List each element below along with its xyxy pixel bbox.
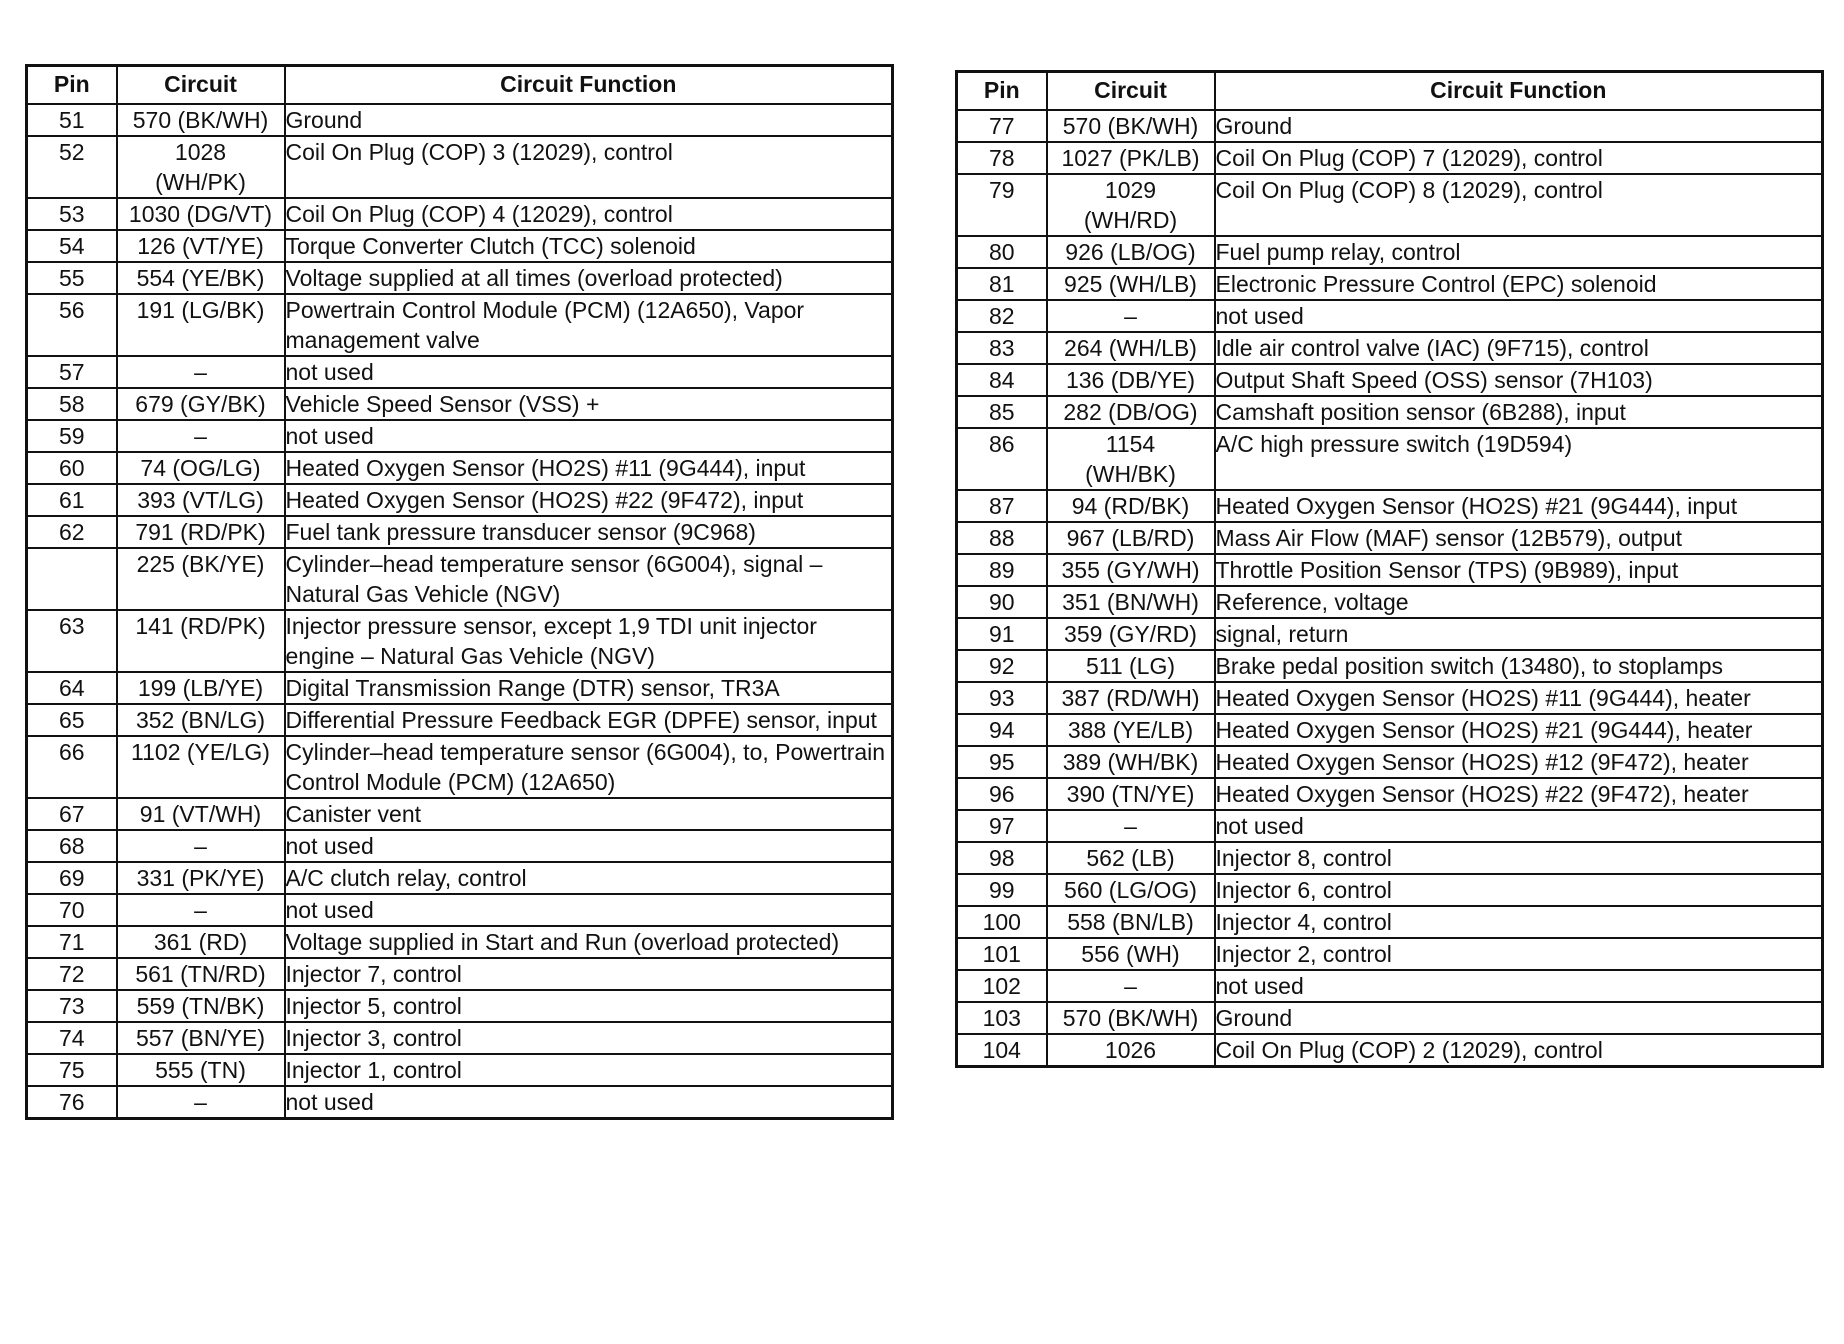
table-row	[27, 830, 893, 862]
pin-cell: 70	[27, 894, 117, 926]
pin-cell: 52	[27, 136, 117, 198]
function-cell: Brake pedal position switch (13480), to stoplamps	[1215, 650, 1823, 682]
circuit-cell: 355 (GY/WH)	[1047, 554, 1215, 586]
table-row	[27, 198, 893, 230]
pin-table-right	[955, 70, 1824, 1068]
function-cell: Coil On Plug (COP) 4 (12029), control	[285, 198, 893, 230]
function-cell: Heated Oxygen Sensor (HO2S) #22 (9F472), input	[285, 484, 893, 516]
circuit-cell: 561 (TN/RD)	[117, 958, 285, 990]
table-row	[957, 268, 1823, 300]
pin-cell: 75	[27, 1054, 117, 1086]
pin-cell: 51	[27, 104, 117, 136]
function-cell: Injector 2, control	[1215, 938, 1823, 970]
pin-cell: 97	[957, 810, 1047, 842]
function-cell: Idle air control valve (IAC) (9F715), control	[1215, 332, 1823, 364]
function-cell: not used	[285, 830, 893, 862]
circuit-cell: 926 (LB/OG)	[1047, 236, 1215, 268]
circuit-cell: –	[117, 356, 285, 388]
circuit-cell: 136 (DB/YE)	[1047, 364, 1215, 396]
pin-cell: 89	[957, 554, 1047, 586]
table-row	[957, 174, 1823, 236]
table-row	[957, 554, 1823, 586]
circuit-cell: 352 (BN/LG)	[117, 704, 285, 736]
circuit-cell: 560 (LG/OG)	[1047, 874, 1215, 906]
circuit-header: Circuit	[1047, 72, 1215, 110]
table-row	[27, 516, 893, 548]
pin-cell: 88	[957, 522, 1047, 554]
table-row	[27, 926, 893, 958]
circuit-cell: 925 (WH/LB)	[1047, 268, 1215, 300]
function-cell: Torque Converter Clutch (TCC) solenoid	[285, 230, 893, 262]
function-cell: Cylinder–head temperature sensor (6G004), signal – Natural Gas Vehicle (NGV)	[285, 548, 893, 610]
function-cell: Heated Oxygen Sensor (HO2S) #21 (9G444), heater	[1215, 714, 1823, 746]
function-cell: Output Shaft Speed (OSS) sensor (7H103)	[1215, 364, 1823, 396]
table-row	[957, 396, 1823, 428]
table-row	[957, 650, 1823, 682]
circuit-cell: 1154 (WH/BK)	[1047, 428, 1215, 490]
table-row	[27, 104, 893, 136]
pin-cell: 83	[957, 332, 1047, 364]
header-row	[27, 66, 893, 104]
function-cell: not used	[1215, 300, 1823, 332]
table-row	[957, 522, 1823, 554]
pin-cell: 86	[957, 428, 1047, 490]
circuit-cell: 570 (BK/WH)	[117, 104, 285, 136]
table-row	[27, 420, 893, 452]
circuit-cell: –	[117, 894, 285, 926]
pin-cell: 59	[27, 420, 117, 452]
table-row	[27, 452, 893, 484]
pin-cell: 84	[957, 364, 1047, 396]
function-cell: Coil On Plug (COP) 8 (12029), control	[1215, 174, 1823, 236]
pin-cell: 85	[957, 396, 1047, 428]
circuit-cell: –	[1047, 300, 1215, 332]
pin-cell: 65	[27, 704, 117, 736]
pin-cell: 66	[27, 736, 117, 798]
pin-cell: 69	[27, 862, 117, 894]
pin-cell: 104	[957, 1034, 1047, 1067]
pin-cell: 77	[957, 110, 1047, 142]
circuit-cell: 191 (LG/BK)	[117, 294, 285, 356]
circuit-cell: 1029 (WH/RD)	[1047, 174, 1215, 236]
table-row	[957, 938, 1823, 970]
table-row	[957, 778, 1823, 810]
pin-cell: 68	[27, 830, 117, 862]
table-row	[27, 862, 893, 894]
table-row	[957, 842, 1823, 874]
function-cell: Heated Oxygen Sensor (HO2S) #22 (9F472), heater	[1215, 778, 1823, 810]
function-cell: Heated Oxygen Sensor (HO2S) #11 (9G444), input	[285, 452, 893, 484]
pin-cell: 81	[957, 268, 1047, 300]
pin-cell: 67	[27, 798, 117, 830]
function-cell: not used	[285, 420, 893, 452]
circuit-cell: 225 (BK/YE)	[117, 548, 285, 610]
circuit-cell: 556 (WH)	[1047, 938, 1215, 970]
pin-cell: 61	[27, 484, 117, 516]
function-cell: Coil On Plug (COP) 2 (12029), control	[1215, 1034, 1823, 1067]
pin-cell: 90	[957, 586, 1047, 618]
pin-cell	[27, 548, 117, 610]
circuit-cell: 558 (BN/LB)	[1047, 906, 1215, 938]
function-cell: Ground	[1215, 1002, 1823, 1034]
circuit-cell: 967 (LB/RD)	[1047, 522, 1215, 554]
circuit-cell: 282 (DB/OG)	[1047, 396, 1215, 428]
circuit-cell: –	[1047, 970, 1215, 1002]
table-row	[957, 142, 1823, 174]
pin-cell: 73	[27, 990, 117, 1022]
circuit-cell: 390 (TN/YE)	[1047, 778, 1215, 810]
pin-cell: 63	[27, 610, 117, 672]
pin-cell: 96	[957, 778, 1047, 810]
circuit-cell: 555 (TN)	[117, 1054, 285, 1086]
function-cell: Heated Oxygen Sensor (HO2S) #11 (9G444), heater	[1215, 682, 1823, 714]
table-row	[957, 810, 1823, 842]
function-cell: Vehicle Speed Sensor (VSS) +	[285, 388, 893, 420]
table-row	[27, 1086, 893, 1119]
table-row	[27, 356, 893, 388]
circuit-cell: 199 (LB/YE)	[117, 672, 285, 704]
table-row	[27, 548, 893, 610]
circuit-cell: 554 (YE/BK)	[117, 262, 285, 294]
function-cell: Camshaft position sensor (6B288), input	[1215, 396, 1823, 428]
pin-cell: 93	[957, 682, 1047, 714]
pin-cell: 57	[27, 356, 117, 388]
function-cell: Injector pressure sensor, except 1,9 TDI unit injector engine – Natural Gas Vehicle (NGV)	[285, 610, 893, 672]
circuit-cell: 361 (RD)	[117, 926, 285, 958]
pin-cell: 56	[27, 294, 117, 356]
table-row	[27, 610, 893, 672]
circuit-cell: –	[1047, 810, 1215, 842]
table-row	[957, 428, 1823, 490]
function-cell: A/C clutch relay, control	[285, 862, 893, 894]
function-cell: Heated Oxygen Sensor (HO2S) #12 (9F472), heater	[1215, 746, 1823, 778]
function-cell: Powertrain Control Module (PCM) (12A650), Vapor management valve	[285, 294, 893, 356]
function-cell: not used	[1215, 970, 1823, 1002]
function-header: Circuit Function	[1215, 72, 1823, 110]
pin-cell: 80	[957, 236, 1047, 268]
function-cell: Heated Oxygen Sensor (HO2S) #21 (9G444), input	[1215, 490, 1823, 522]
circuit-cell: 559 (TN/BK)	[117, 990, 285, 1022]
pin-cell: 79	[957, 174, 1047, 236]
pin-cell: 101	[957, 938, 1047, 970]
circuit-cell: 570 (BK/WH)	[1047, 110, 1215, 142]
pin-cell: 58	[27, 388, 117, 420]
table-row	[957, 586, 1823, 618]
circuit-cell: 1028 (WH/PK)	[117, 136, 285, 198]
table-row	[957, 682, 1823, 714]
function-cell: Injector 4, control	[1215, 906, 1823, 938]
circuit-cell: 570 (BK/WH)	[1047, 1002, 1215, 1034]
table-row	[957, 874, 1823, 906]
table-row	[27, 894, 893, 926]
pin-cell: 54	[27, 230, 117, 262]
table-row	[27, 990, 893, 1022]
circuit-cell: 388 (YE/LB)	[1047, 714, 1215, 746]
table-row	[27, 704, 893, 736]
pin-header: Pin	[957, 72, 1047, 110]
circuit-cell: 1102 (YE/LG)	[117, 736, 285, 798]
function-cell: Injector 7, control	[285, 958, 893, 990]
function-cell: A/C high pressure switch (19D594)	[1215, 428, 1823, 490]
circuit-cell: 1027 (PK/LB)	[1047, 142, 1215, 174]
circuit-cell: 1026	[1047, 1034, 1215, 1067]
function-cell: not used	[285, 894, 893, 926]
circuit-cell: 94 (RD/BK)	[1047, 490, 1215, 522]
table-row	[27, 136, 893, 198]
pin-cell: 60	[27, 452, 117, 484]
table-row	[957, 746, 1823, 778]
pin-cell: 100	[957, 906, 1047, 938]
function-cell: Cylinder–head temperature sensor (6G004), to, Powertrain Control Module (PCM) (12A650)	[285, 736, 893, 798]
table-row	[27, 230, 893, 262]
circuit-cell: 359 (GY/RD)	[1047, 618, 1215, 650]
circuit-cell: 389 (WH/BK)	[1047, 746, 1215, 778]
table-row	[957, 618, 1823, 650]
circuit-cell: 557 (BN/YE)	[117, 1022, 285, 1054]
pin-cell: 102	[957, 970, 1047, 1002]
pin-cell: 91	[957, 618, 1047, 650]
function-cell: Voltage supplied at all times (overload protected)	[285, 262, 893, 294]
table-row	[27, 1022, 893, 1054]
function-header: Circuit Function	[285, 66, 893, 104]
table-row	[27, 672, 893, 704]
function-cell: Reference, voltage	[1215, 586, 1823, 618]
function-cell: Electronic Pressure Control (EPC) solenoid	[1215, 268, 1823, 300]
circuit-cell: 387 (RD/WH)	[1047, 682, 1215, 714]
pin-cell: 82	[957, 300, 1047, 332]
table-row	[957, 364, 1823, 396]
function-cell: Voltage supplied in Start and Run (overload protected)	[285, 926, 893, 958]
function-cell: Injector 6, control	[1215, 874, 1823, 906]
table-row	[27, 484, 893, 516]
function-cell: Digital Transmission Range (DTR) sensor, TR3A	[285, 672, 893, 704]
function-cell: not used	[1215, 810, 1823, 842]
function-cell: Throttle Position Sensor (TPS) (9B989), input	[1215, 554, 1823, 586]
circuit-cell: 1030 (DG/VT)	[117, 198, 285, 230]
function-cell: Mass Air Flow (MAF) sensor (12B579), output	[1215, 522, 1823, 554]
circuit-cell: 141 (RD/PK)	[117, 610, 285, 672]
table-row	[27, 294, 893, 356]
table-row	[27, 736, 893, 798]
circuit-cell: 791 (RD/PK)	[117, 516, 285, 548]
pin-cell: 95	[957, 746, 1047, 778]
circuit-cell: –	[117, 1086, 285, 1119]
pin-cell: 78	[957, 142, 1047, 174]
table-row	[957, 110, 1823, 142]
circuit-cell: 562 (LB)	[1047, 842, 1215, 874]
function-cell: Ground	[285, 104, 893, 136]
circuit-cell: –	[117, 830, 285, 862]
circuit-cell: 393 (VT/LG)	[117, 484, 285, 516]
pin-cell: 99	[957, 874, 1047, 906]
pin-cell: 76	[27, 1086, 117, 1119]
pin-cell: 72	[27, 958, 117, 990]
function-cell: signal, return	[1215, 618, 1823, 650]
circuit-cell: 351 (BN/WH)	[1047, 586, 1215, 618]
header-row	[957, 72, 1823, 110]
function-cell: Ground	[1215, 110, 1823, 142]
function-cell: Injector 5, control	[285, 990, 893, 1022]
pin-cell: 94	[957, 714, 1047, 746]
table-row	[957, 1002, 1823, 1034]
function-cell: Injector 1, control	[285, 1054, 893, 1086]
circuit-cell: 331 (PK/YE)	[117, 862, 285, 894]
pin-cell: 92	[957, 650, 1047, 682]
function-cell: Injector 8, control	[1215, 842, 1823, 874]
circuit-cell: –	[117, 420, 285, 452]
table-row	[957, 1034, 1823, 1067]
pin-cell: 103	[957, 1002, 1047, 1034]
table-row	[27, 958, 893, 990]
function-cell: not used	[285, 356, 893, 388]
pin-cell: 53	[27, 198, 117, 230]
function-cell: Fuel tank pressure transducer sensor (9C968)	[285, 516, 893, 548]
circuit-cell: 679 (GY/BK)	[117, 388, 285, 420]
pin-cell: 62	[27, 516, 117, 548]
pin-cell: 87	[957, 490, 1047, 522]
circuit-cell: 264 (WH/LB)	[1047, 332, 1215, 364]
table-row	[957, 970, 1823, 1002]
pin-cell: 74	[27, 1022, 117, 1054]
table-row	[27, 262, 893, 294]
pin-cell: 55	[27, 262, 117, 294]
function-cell: Coil On Plug (COP) 3 (12029), control	[285, 136, 893, 198]
table-row	[957, 332, 1823, 364]
pin-cell: 71	[27, 926, 117, 958]
function-cell: not used	[285, 1086, 893, 1119]
function-cell: Differential Pressure Feedback EGR (DPFE) sensor, input	[285, 704, 893, 736]
table-row	[27, 388, 893, 420]
pin-cell: 98	[957, 842, 1047, 874]
table-row	[957, 906, 1823, 938]
function-cell: Fuel pump relay, control	[1215, 236, 1823, 268]
table-row	[957, 714, 1823, 746]
table-row	[27, 1054, 893, 1086]
pin-cell: 64	[27, 672, 117, 704]
table-row	[957, 490, 1823, 522]
function-cell: Coil On Plug (COP) 7 (12029), control	[1215, 142, 1823, 174]
circuit-cell: 91 (VT/WH)	[117, 798, 285, 830]
table-row	[957, 236, 1823, 268]
pin-table-left	[25, 64, 894, 1120]
circuit-cell: 74 (OG/LG)	[117, 452, 285, 484]
pin-header: Pin	[27, 66, 117, 104]
table-row	[957, 300, 1823, 332]
function-cell: Injector 3, control	[285, 1022, 893, 1054]
circuit-cell: 511 (LG)	[1047, 650, 1215, 682]
table-row	[27, 798, 893, 830]
function-cell: Canister vent	[285, 798, 893, 830]
circuit-cell: 126 (VT/YE)	[117, 230, 285, 262]
circuit-header: Circuit	[117, 66, 285, 104]
